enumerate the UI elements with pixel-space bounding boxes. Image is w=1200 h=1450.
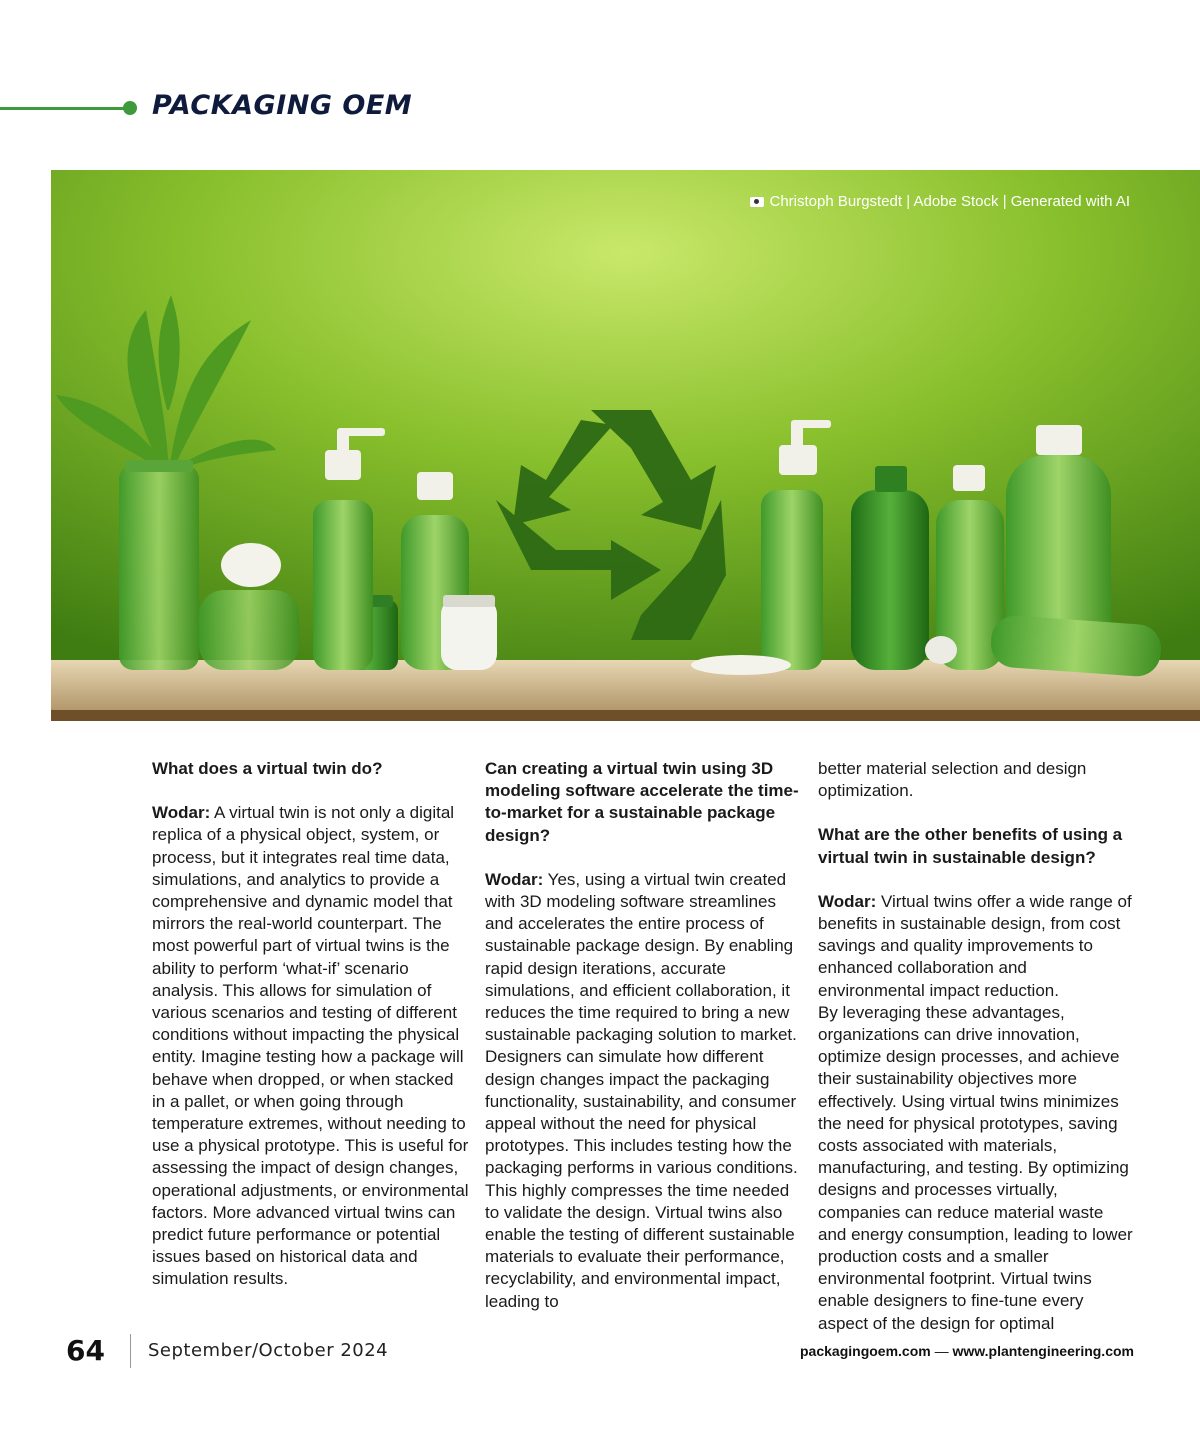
speaker-label: Wodar: xyxy=(485,869,544,889)
answer-paragraph xyxy=(152,802,470,1290)
footer-websites xyxy=(800,1343,1134,1359)
footer-divider xyxy=(130,1334,131,1368)
continuation-text: better material selection and design optimization. xyxy=(818,759,1087,801)
answer-paragraph xyxy=(485,869,803,1313)
speaker-label: Wodar: xyxy=(152,803,211,823)
speaker-label: Wodar: xyxy=(818,891,877,911)
photo-credit-text: Christoph Burgstedt | Adobe Stock | Generated with AI xyxy=(769,193,1130,210)
answer-text: Virtual twins offer a wide range of benefits in sustainable design, from cost savings and quality improvements to enhanced collaboration and environmental impact reduction. xyxy=(818,891,1132,1000)
website-link-plantengineering[interactable]: www.plantengineering.com xyxy=(952,1343,1134,1359)
answer-paragraph-continued: By leveraging these advantages, organizations can drive innovation, optimize design processes, and achieve their sustainability objectives more effectively. Using virtual twins minimizes the need for physical prototypes, saving costs associated with materials, manufacturing, and testing. By optimizing designs and processes virtually, companies can reduce material waste and energy consumption, leading to lower production costs and a smaller environmental footprint. Virtual twins enable designers to fine-tune every aspect of the design for optimal xyxy=(818,1002,1133,1333)
footer-dash: — xyxy=(930,1343,953,1359)
answer-text: Yes, using a virtual twin created with 3D modeling software streamlines and accelerates the entire process of sustainable package design. By enabling rapid design iterations, accurate simulations, and efficient collaboration, it reduces the time required to bring a new sustainable packaging solution to market. Designers can simulate how different design changes impact the packaging functionality, sustainability, and consumer appeal without the need for physical prototypes. This includes testing how the packaging performs in various conditions. This highly compresses the time needed to validate the design. Virtual twins also enable the testing of different sustainable materials to evaluate their performance, recyclability, and environmental impact, leading to xyxy=(485,869,798,1311)
camera-icon xyxy=(750,197,764,207)
issue-date: September/October 2024 xyxy=(148,1340,389,1361)
article-column-1 xyxy=(152,758,470,1291)
answer-paragraph xyxy=(818,891,1136,1002)
page-number: 64 xyxy=(66,1334,105,1367)
question-heading: What are the other benefits of using a virtual twin in sustainable design? xyxy=(818,825,1123,867)
photo-credit xyxy=(750,193,1131,210)
question-heading: Can creating a virtual twin using 3D modeling software accelerate the time-to-market for a sustainable package design? xyxy=(485,759,799,845)
article-column-2 xyxy=(485,758,803,1313)
section-title: PACKAGING OEM xyxy=(152,90,413,121)
question-heading: What does a virtual twin do? xyxy=(152,759,383,778)
answer-text: A virtual twin is not only a digital replica of a physical object, system, or process, but it integrates real time data, simulations, and analytics to provide a comprehensive and dynamic model that mirrors the real-world counterpart. The most powerful part of virtual twins is the ability to perform ‘what-if’ scenario analysis. This allows for simulation of various scenarios and testing of different conditions without impacting the physical entity. Imagine testing how a package will behave when dropped, or when stacked in a pallet, or when going through temperature extremes, without needing to use a physical prototype. This is useful for assessing the impact of design changes, operational adjustments, or environmental factors. More advanced virtual twins can predict future performance or potential issues based on historical data and simulation results. xyxy=(152,803,469,1289)
article-column-3 xyxy=(818,758,1136,1335)
website-link-packagingoem[interactable]: packagingoem.com xyxy=(800,1343,931,1359)
section-dot xyxy=(123,101,137,115)
hero-illustration xyxy=(51,170,1200,721)
hero-image xyxy=(51,170,1200,721)
section-rule xyxy=(0,107,128,110)
